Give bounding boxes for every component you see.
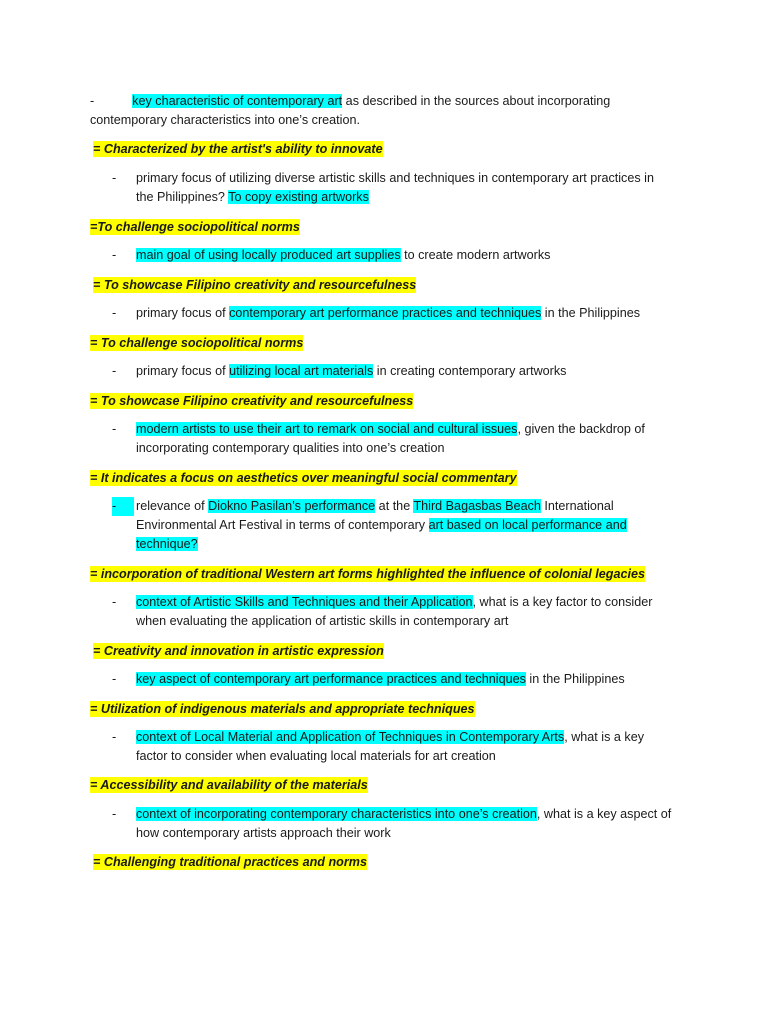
question-text: primary focus of utilizing diverse artistic skills and techniques in contemporary art practices in the Philippines? To copy existing artworks [136,171,654,204]
question-text: key aspect of contemporary art performance practices and techniques in the Philippines [136,672,625,686]
question-text: primary focus of contemporary art performance practices and techniques in the Philippines [136,306,641,320]
answer-3: = To showcase Filipino creativity and resourcefulness [93,278,417,292]
question-text: modern artists to use their art to remark on social and cultural issues, given the backdrop of incorporating contemporary qualities into one’s creation [136,422,645,455]
answer-5: = To showcase Filipino creativity and resourcefulness [90,394,414,408]
question-2: - main goal of using locally produced art supplies to create modern artworks [112,246,672,265]
answer-7: = incorporation of traditional Western art forms highlighted the influence of colonial legacies [90,567,646,581]
answer-8: = Creativity and innovation in artistic expression [93,644,384,658]
question-text: primary focus of utilizing local art materials in creating contemporary artworks [136,364,567,378]
question-text: context of Local Material and Application of Techniques in Contemporary Arts, what is a key factor to consider when evaluating local materials for art creation [136,730,644,763]
question-text: context of Artistic Skills and Techniques and their Application, what is a key factor to consider when evaluating the application of artistic skills in contemporary art [136,595,653,628]
answer-4: = To challenge sociopolitical norms [90,336,304,350]
answer-6: = It indicates a focus on aesthetics over meaningful social commentary [90,471,517,485]
intro-rest: as described in the sources about incorporating contemporary characteristics into one’s creation. [90,94,611,127]
question-10: - context of incorporating contemporary characteristics into one’s creation, what is a key aspect of how contemporary artists approach their work [112,805,672,843]
question-8: - key aspect of contemporary art performance practices and techniques in the Philippines [112,670,672,689]
intro-highlight: key characteristic of contemporary art [132,94,343,108]
answer-2: =To challenge sociopolitical norms [90,220,300,234]
answer-9: = Utilization of indigenous materials and appropriate techniques [90,702,475,716]
question-4: - primary focus of utilizing local art materials in creating contemporary artworks [112,362,672,381]
question-3: - primary focus of contemporary art performance practices and techniques in the Philippines [112,304,672,323]
question-text: relevance of Diokno Pasilan’s performance at the Third Bagasbas Beach International Environmental Art Festival in terms of contemporary art based on local performance and technique? [136,499,627,551]
answer-1: = Characterized by the artist's ability to innovate [93,142,383,156]
intro-dash: - [90,94,95,108]
question-6: - relevance of Diokno Pasilan’s performance at the Third Bagasbas Beach International Environmental Art Festival in terms of contemporary art based on local performance and technique? [112,497,672,554]
question-5: - modern artists to use their art to remark on social and cultural issues, given the backdrop of incorporating contemporary qualities into one’s creation [112,420,672,458]
question-7: - context of Artistic Skills and Techniques and their Application, what is a key factor to consider when evaluating the application of artistic skills in contemporary art [112,593,672,631]
question-1: - primary focus of utilizing diverse artistic skills and techniques in contemporary art practices in the Philippines? To copy existing artworks [112,169,672,207]
question-text: context of incorporating contemporary characteristics into one’s creation, what is a key aspect of how contemporary artists approach their work [136,807,672,840]
answer-10: = Accessibility and availability of the materials [90,778,368,792]
answer-11: = Challenging traditional practices and norms [93,855,367,869]
question-9: - context of Local Material and Application of Techniques in Contemporary Arts, what is a key factor to consider when evaluating local materials for art creation [112,728,672,766]
question-text: main goal of using locally produced art supplies to create modern artworks [136,248,551,262]
intro-paragraph [90,92,680,130]
